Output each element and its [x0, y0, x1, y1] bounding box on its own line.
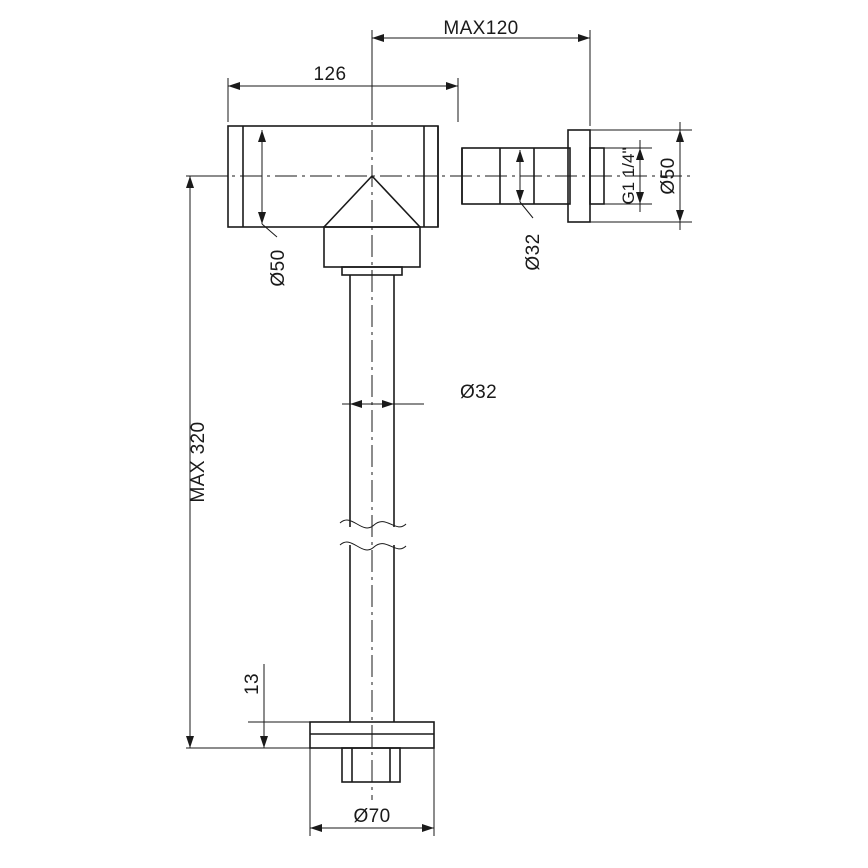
dimension-13 — [242, 664, 310, 748]
dim-label-dia50-left: Ø50 — [268, 249, 289, 287]
dim-label-126: 126 — [313, 64, 347, 85]
dim-label-dia70: Ø70 — [353, 806, 391, 827]
dim-label-max320: MAX 320 — [188, 421, 209, 503]
dim-label-max120: MAX120 — [443, 18, 519, 39]
dimension-dia50-left — [258, 130, 289, 287]
down-tube — [340, 275, 406, 722]
dim-label-dia32-mid: Ø32 — [460, 382, 498, 403]
dimension-max120 — [372, 18, 590, 126]
dim-label-dia50-right: Ø50 — [658, 157, 679, 195]
dim-label-13: 13 — [242, 673, 263, 695]
dimension-dia32-right — [516, 150, 544, 271]
valve-cone-transition — [324, 176, 420, 275]
dimension-126 — [228, 64, 458, 122]
dim-label-dia32-right: Ø32 — [523, 233, 544, 271]
dim-label-thread: G1 1/4" — [619, 147, 638, 205]
dimension-dia32-mid — [342, 382, 497, 408]
